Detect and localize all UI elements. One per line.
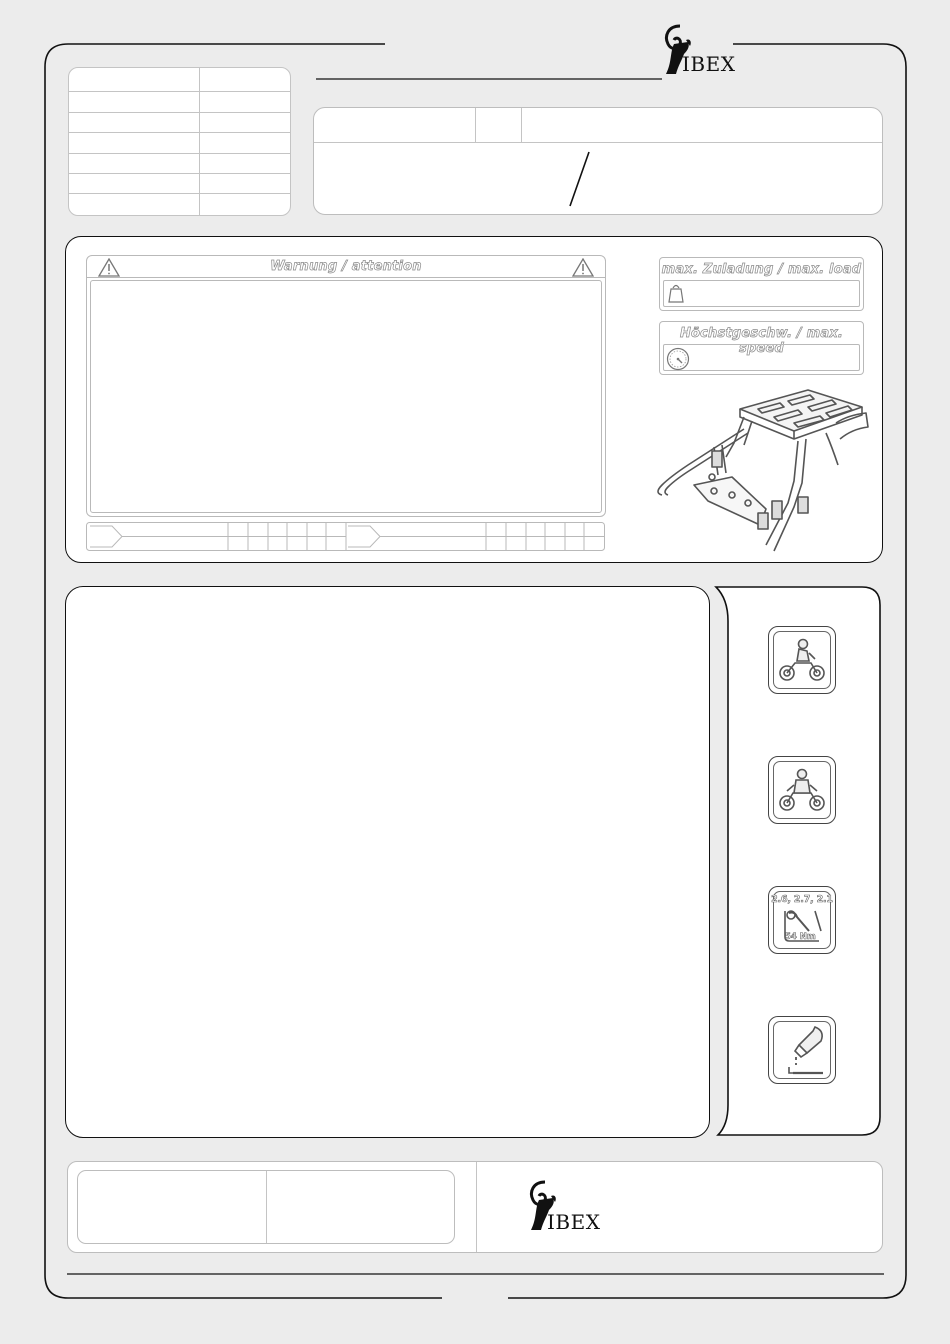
max-load-box	[659, 257, 864, 311]
torque-parts-label: 2.6, 2.7, 2.1	[771, 894, 833, 905]
header-logo	[660, 22, 750, 80]
footer-inner-box	[77, 1170, 455, 1244]
warning-box	[86, 255, 606, 517]
torque-value: 54 Nm	[785, 932, 816, 942]
info-table	[68, 67, 291, 216]
threadlocker-bottle-icon	[768, 1016, 836, 1084]
sequence-strip	[86, 522, 606, 552]
motorcycle-rider-side-icon	[768, 626, 836, 694]
weight-icon	[668, 283, 684, 303]
footer-logo	[525, 1178, 615, 1236]
luggage-rack-rear-carrier-image	[648, 385, 870, 557]
footer-brand-name: IBEX	[547, 1210, 601, 1234]
warning-title: Warnung / attention	[270, 259, 422, 274]
motorcycle-rider-front-icon	[768, 756, 836, 824]
header-separator	[560, 148, 600, 210]
torque-wrench-icon	[768, 886, 836, 954]
speedometer-icon	[666, 347, 690, 371]
brand-name: IBEX	[682, 52, 736, 76]
max-speed-box	[659, 321, 864, 375]
instruction-area	[65, 586, 710, 1138]
max-load-title: max. Zuladung / max. load	[661, 262, 862, 277]
max-speed-title: Höchstgeschw. / max. speed	[679, 326, 844, 356]
warning-triangle-icon	[572, 258, 594, 277]
